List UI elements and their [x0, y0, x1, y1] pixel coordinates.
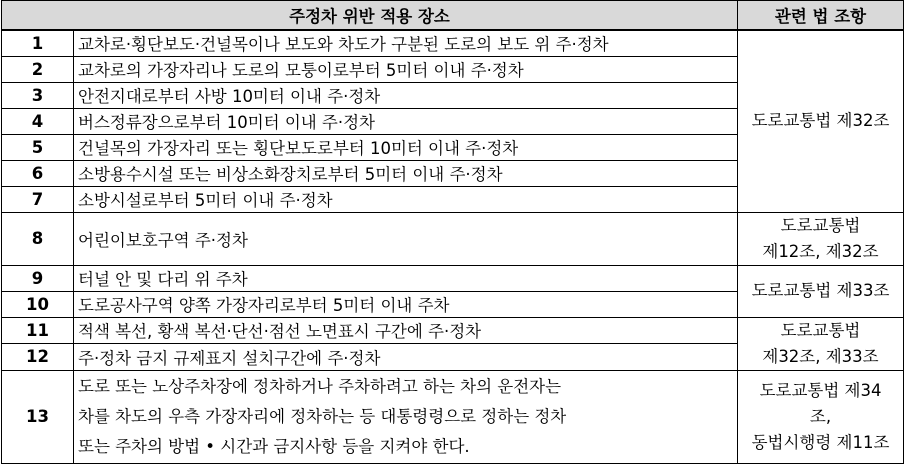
header-row	[2, 1, 904, 31]
law-cell	[738, 212, 904, 265]
row-number: 2	[2, 56, 74, 82]
law-cell: 도로교통법 제32조	[738, 30, 904, 212]
row-place: 주·정차 금지 규제표지 설치구간에 주·정차	[74, 344, 738, 371]
row-place: 안전지대로부터 사방 10미터 이내 주·정차	[74, 82, 738, 108]
table-row	[2, 265, 904, 291]
table-row	[2, 370, 904, 463]
row-number: 11	[2, 317, 74, 344]
row-number: 6	[2, 160, 74, 186]
row-place: 교차로의 가장자리나 도로의 모퉁이로부터 5미터 이내 주·정차	[74, 56, 738, 82]
row-number: 12	[2, 344, 74, 371]
row-number: 5	[2, 134, 74, 160]
table-row	[2, 30, 904, 56]
row-number: 1	[2, 30, 74, 56]
row-number: 10	[2, 291, 74, 317]
header-law: 관련 법 조항	[738, 1, 904, 31]
law-line: 제32조, 제33조	[762, 346, 879, 366]
law-line: 도로교통법	[780, 215, 861, 235]
place-line: 또는 주차의 방법 • 시간과 금지사항 등을 지켜야 한다.	[78, 436, 470, 456]
law-cell: 도로교통법 제33조	[738, 265, 904, 317]
row-place: 교차로·횡단보도·건널목이나 보도와 차도가 구분된 도로의 보도 위 주·정차	[74, 30, 738, 56]
row-place: 터널 안 및 다리 위 주차	[74, 265, 738, 291]
law-cell	[738, 317, 904, 370]
place-line: 도로 또는 노상주차장에 정차하거나 주차하려고 하는 차의 운전자는	[78, 376, 562, 396]
row-number: 7	[2, 186, 74, 212]
place-line: 차를 차도의 우측 가장자리에 정차하는 등 대통령령으로 정하는 정차	[78, 406, 567, 426]
law-line: 제12조, 제32조	[762, 241, 879, 261]
row-place: 소방시설로부터 5미터 이내 주·정차	[74, 186, 738, 212]
row-place: 어린이보호구역 주·정차	[74, 212, 738, 265]
row-number: 4	[2, 108, 74, 134]
row-number: 13	[2, 370, 74, 463]
row-place: 건널목의 가장자리 또는 횡단보도로부터 10미터 이내 주·정차	[74, 134, 738, 160]
row-number: 3	[2, 82, 74, 108]
header-place: 주정차 위반 적용 장소	[2, 1, 738, 31]
table-row	[2, 212, 904, 265]
row-place: 적색 복선, 황색 복선·단선·점선 노면표시 구간에 주·정차	[74, 317, 738, 344]
law-line: 동법시행령 제11조	[751, 432, 890, 452]
law-line: 도로교통법 제34	[759, 380, 882, 400]
row-number: 9	[2, 265, 74, 291]
table-row	[2, 317, 904, 344]
row-place: 버스정류장으로부터 10미터 이내 주·정차	[74, 108, 738, 134]
row-place: 소방용수시설 또는 비상소화장치로부터 5미터 이내 주·정차	[74, 160, 738, 186]
law-line: 도로교통법	[780, 320, 861, 340]
row-number: 8	[2, 212, 74, 265]
parking-violation-table	[1, 0, 904, 464]
row-place: 도로공사구역 양쪽 가장자리로부터 5미터 이내 주차	[74, 291, 738, 317]
row-place	[74, 370, 738, 463]
law-line: 조,	[809, 406, 832, 426]
law-cell	[738, 370, 904, 463]
